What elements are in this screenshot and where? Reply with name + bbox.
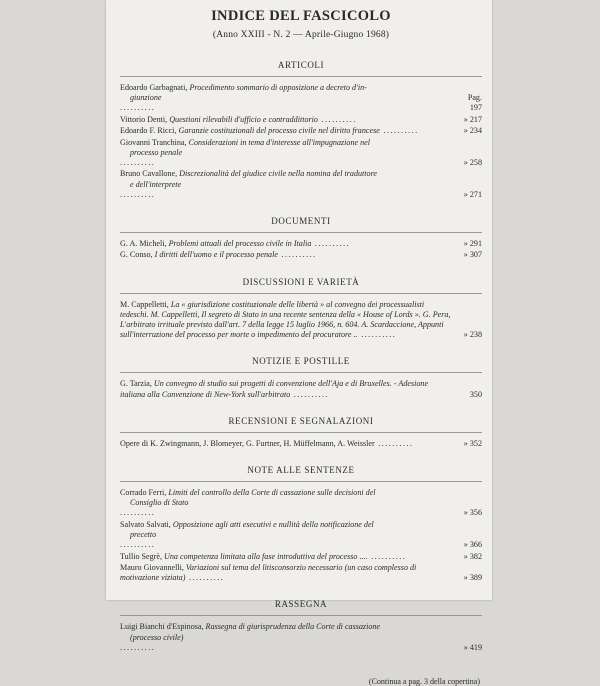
index-entry <box>120 239 482 249</box>
entry-author: Corrado Ferri, <box>120 488 167 497</box>
leader-dots: .......... <box>290 389 330 399</box>
entry-page-number: » 366 <box>463 540 482 550</box>
index-entry <box>120 520 482 551</box>
entry-author: Opere di K. Zwingmann, J. Blomeyer, G. Furtner, H. Müffelmann, A. Weissler <box>120 438 375 448</box>
page-title: INDICE DEL FASCICOLO <box>211 8 391 24</box>
section-divider <box>120 615 482 616</box>
entry-list <box>120 239 482 261</box>
entry-page-number: » 234 <box>463 126 482 136</box>
leader-dots: .......... <box>379 126 419 136</box>
entry-title: Opposizione agli atti esecutivi e nullità della notificazione del <box>172 519 374 529</box>
entry-list <box>120 439 482 449</box>
entry-list <box>120 379 482 399</box>
sections-container <box>120 60 482 653</box>
entry-list <box>120 488 482 583</box>
entry-author: Edoardo F. Ricci, <box>120 126 177 136</box>
section-title: RASSEGNA <box>274 599 328 610</box>
entry-author: Salvato Salvati, <box>120 519 171 529</box>
index-entry <box>120 115 482 125</box>
index-entry <box>120 169 482 200</box>
section-divider <box>120 481 482 482</box>
index-entry <box>120 439 482 449</box>
entry-title: Considerazioni in tema d'interesse all'impugnazione nel <box>188 137 371 147</box>
entry-author: Luigi Bianchi d'Espinosa, <box>120 622 204 632</box>
leader-dots: .......... <box>120 642 156 652</box>
entry-list <box>120 622 482 653</box>
leader-dots: .......... <box>120 189 156 199</box>
entry-page-number: » 382 <box>463 551 482 561</box>
entry-author: G. Tarzia, <box>120 379 152 389</box>
entry-title: Una competenza limitata alla fase introduttiva del processo .... <box>164 551 368 561</box>
footer-note: (Continua a pag. 3 della copertina) <box>368 677 480 686</box>
entry-title: Discrezionalità del giudice civile nella nomina del traduttore <box>179 169 378 179</box>
entry-title: Questioni rilevabili d'ufficio e contraddittorio <box>169 114 318 124</box>
entry-title-continued: (processo civile) <box>130 632 184 642</box>
index-entry <box>120 379 482 399</box>
index-entry <box>120 126 482 136</box>
entry-author: Mauro Giovannelli, <box>120 562 184 572</box>
section-title: DOCUMENTI <box>271 215 331 226</box>
index-entry <box>120 138 482 169</box>
index-entry <box>120 300 482 341</box>
section-divider <box>120 432 482 433</box>
entry-page-number: Pag. 197 <box>467 93 482 113</box>
entry-author: Vittorio Denti, <box>120 114 168 124</box>
section-divider <box>120 76 482 77</box>
index-entry <box>120 83 482 114</box>
entry-author: G. Conso, <box>120 250 153 260</box>
entry-title: Procedimento sommario di opposizione a decreto d'in- <box>189 83 367 92</box>
leader-dots: .......... <box>311 238 351 248</box>
entry-page-number: » 271 <box>463 189 482 199</box>
leader-dots: .......... <box>120 540 156 550</box>
section-title: NOTIZIE E POSTILLE <box>252 356 350 367</box>
entry-page-number: » 258 <box>463 157 482 167</box>
page-subtitle: (Anno XXIII - N. 2 — Aprile-Giugno 1968) <box>212 30 390 40</box>
entry-page-number: » 389 <box>463 573 482 583</box>
leader-dots: .......... <box>367 551 407 561</box>
entry-title: Limiti del controllo della Corte di cassazione sulle decisioni del <box>168 488 376 497</box>
leader-dots: .......... <box>185 573 225 583</box>
entry-page-number: » 307 <box>463 250 482 260</box>
entry-author: Edoardo Garbagnati, <box>120 83 188 92</box>
entry-page-number: 350 <box>469 389 482 399</box>
entry-author: G. A. Micheli, <box>120 238 167 248</box>
entry-page-number: » 419 <box>463 642 482 652</box>
section-title: DISCUSSIONI E VARIETÀ <box>242 276 360 287</box>
section-title: ARTICOLI <box>277 60 325 70</box>
entry-author: M. Cappelletti, <box>120 299 169 309</box>
leader-dots: .......... <box>317 114 357 124</box>
entry-title-continued: Consiglio di Stato <box>130 498 189 508</box>
section-divider <box>120 372 482 373</box>
entry-title: I diritti dell'uomo e il processo penale <box>154 250 278 260</box>
section-title: NOTE ALLE SENTENZE <box>247 465 355 475</box>
entry-title: La « giurisdizione costituzionale delle libertà » al convegno dei processualisti tedeschi. M. Cappelletti, Il segreto di Stato in una recente sentenza della « House of Lords ». G. Pera, L'arbitrato irrituale previsto dall'art. 7 della legge 15 luglio 1966, n. 604. A. Scardaccione, Appunti sull'interruzione del processo per morte o impedimento del procuratore .. <box>120 299 451 340</box>
leader-dots: .......... <box>120 157 156 167</box>
index-entry <box>120 563 482 583</box>
entry-title: Garanzie costituzionali del processo civile nel diritto francese <box>178 126 380 136</box>
leader-dots: .......... <box>374 438 414 448</box>
entry-title-continued: processo penale <box>130 147 183 157</box>
entry-page-number: » 352 <box>463 438 482 448</box>
index-entry <box>120 552 482 562</box>
entry-author: Tullio Segrè, <box>120 551 162 561</box>
entry-title-continued: giunzione <box>130 93 162 103</box>
entry-page-number: » 356 <box>463 508 482 518</box>
section-divider <box>120 232 482 233</box>
index-entry <box>120 488 482 519</box>
entry-title-continued: e dell'interprete <box>130 179 182 189</box>
leader-dots: .......... <box>277 250 317 260</box>
entry-list <box>120 83 482 200</box>
entry-page-number: » 291 <box>463 238 482 248</box>
index-entry <box>120 622 482 653</box>
index-page <box>106 0 492 686</box>
entry-page-number: » 238 <box>463 330 482 340</box>
leader-dots: .......... <box>120 508 156 518</box>
entry-page-number: » 217 <box>463 114 482 124</box>
leader-dots: .......... <box>120 103 156 113</box>
entry-author: Bruno Cavallone, <box>120 169 178 179</box>
page-content <box>120 6 482 686</box>
entry-title: Rassegna di giurisprudenza della Corte di cassazione <box>205 622 381 632</box>
entry-title-continued: precetto <box>130 530 157 539</box>
entry-title: Variazioni sul tema del litisconsorzio necessario (un caso complesso di motivazione viziata) <box>120 562 417 583</box>
entry-list <box>120 300 482 341</box>
section-divider <box>120 293 482 294</box>
leader-dots: .......... <box>357 330 397 340</box>
section-title: RECENSIONI E SEGNALAZIONI <box>228 415 374 426</box>
entry-title: Un convegno di studio sui progetti di convenzione dell'Aja e di Bruxelles. - Adesione italiana alla Convenzione di New-York sull'arbitrato <box>120 379 429 399</box>
entry-title: Problemi attuali del processo civile in Italia <box>168 238 312 248</box>
index-entry <box>120 250 482 260</box>
entry-author: Giovanni Tranchina, <box>120 137 187 147</box>
